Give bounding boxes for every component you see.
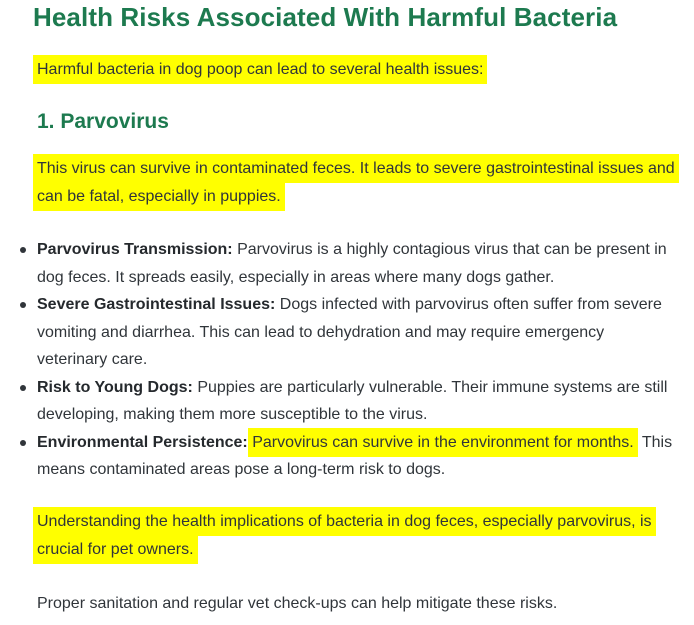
bullet-dot-icon (20, 247, 26, 253)
section-heading-parvovirus: 1. Parvovirus (37, 110, 169, 133)
highlighted-intro-text: Harmful bacteria in dog poop can lead to several health issues: (33, 55, 487, 84)
conclusion-paragraph (37, 508, 687, 563)
bullet-term: Severe Gastrointestinal Issues: (37, 296, 276, 313)
bullet-item-gastrointestinal (37, 291, 673, 374)
risk-bullet-list (37, 236, 673, 484)
bullet-item-young-dogs (37, 374, 673, 429)
bullet-dot-icon (20, 302, 26, 308)
section-summary-paragraph (37, 155, 677, 210)
bullet-text: This means contaminated areas pose a long-term risk to dogs. (37, 433, 673, 478)
bullet-dot-icon (20, 440, 26, 446)
bullet-term: Environmental Persistence: (37, 433, 248, 451)
bullet-term: Parvovirus Transmission: (37, 241, 233, 258)
bullet-text: Dogs infected with parvovirus often suffer from severe vomiting and diarrhea. This can lead to dehydration and may require emergency veterinary care. (37, 296, 662, 368)
highlighted-summary-text: This virus can survive in contaminated feces. It leads to severe gastrointestinal issues and can be fatal, especially in puppies. (33, 154, 679, 211)
bullet-item-transmission (37, 236, 673, 291)
bullet-dot-icon (20, 385, 26, 391)
intro-paragraph (37, 56, 677, 84)
page-title: Health Risks Associated With Harmful Bacteria (33, 2, 618, 32)
bullet-text: Puppies are particularly vulnerable. Their immune systems are still developing, making them more susceptible to the virus. (37, 378, 668, 423)
bullet-text: Parvovirus is a highly contagious virus that can be present in dog feces. It spreads easily, especially in areas where many dogs gather. (37, 241, 667, 286)
closing-paragraph: Proper sanitation and regular vet check-ups can help mitigate these risks. (37, 595, 558, 612)
highlighted-bullet-text: Parvovirus can survive in the environment for months. (248, 428, 638, 457)
bullet-item-environmental (37, 429, 673, 484)
bullet-term: Risk to Young Dogs: (37, 378, 193, 396)
highlighted-conclusion-text: Understanding the health implications of bacteria in dog feces, especially parvovirus, is crucial for pet owners. (33, 507, 656, 564)
